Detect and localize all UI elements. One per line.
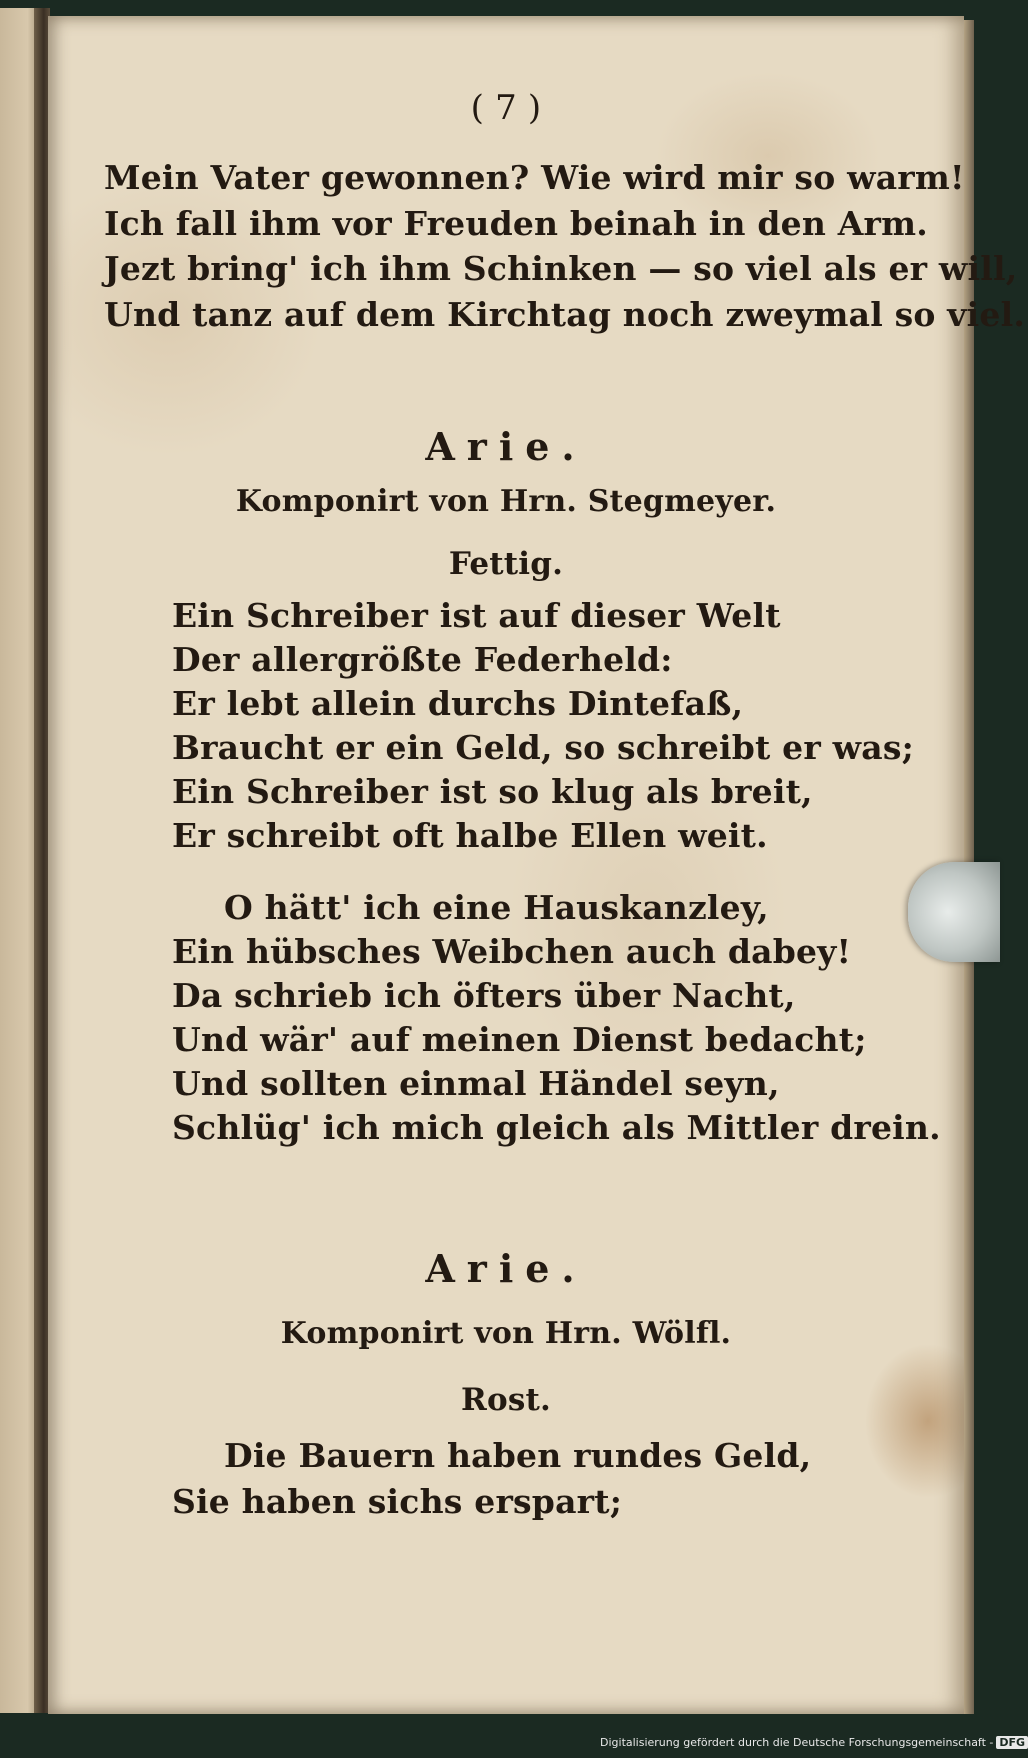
- aria1-verse2-line-3: Da schrieb ich öfters über Nacht,: [172, 976, 796, 1015]
- aria1-verse2-line-6: Schlüg' ich mich gleich als Mittler drein.: [172, 1108, 941, 1147]
- stanza1-line-2: Ich fall ihm vor Freuden beinah in den Arm.: [104, 204, 928, 243]
- aria1-verse2-line-5: Und sollten einmal Händel seyn,: [172, 1064, 780, 1103]
- aria1-composer: Komponirt von Hrn. Stegmeyer.: [235, 484, 777, 519]
- aria1-verse1-line-6: Er schreibt oft halbe Ellen weit.: [172, 816, 768, 855]
- aria1-verse2-line-1: O hätt' ich eine Hauskanzley,: [224, 888, 769, 927]
- aria1-verse1-line-5: Ein Schreiber ist so klug als breit,: [172, 772, 813, 811]
- stanza1-line-4: Und tanz auf dem Kirchtag noch zweymal so viel.: [104, 295, 1026, 334]
- aria2-verse1-line-2: Sie haben sichs erspart;: [172, 1482, 623, 1521]
- stanza1-line-1: Mein Vater gewonnen? Wie wird mir so warm!: [104, 158, 965, 197]
- dfg-logo: DFG: [996, 1736, 1028, 1749]
- aria2-verse1-line-1: Die Bauern haben rundes Geld,: [224, 1436, 812, 1475]
- digitization-credit: [600, 1736, 1026, 1754]
- book-clip-tab: [908, 862, 1000, 962]
- aria1-verse1-line-1: Ein Schreiber ist auf dieser Welt: [172, 596, 781, 635]
- stanza1-line-3: Jezt bring' ich ihm Schinken — so viel als er will,: [104, 249, 1018, 288]
- aria1-verse1-line-2: Der allergrößte Federheld:: [172, 640, 673, 679]
- credit-text: Digitalisierung gefördert durch die Deutsche Forschungsgemeinschaft -: [600, 1736, 994, 1749]
- aria2-role: Rost.: [460, 1382, 551, 1418]
- aria1-verse1-line-3: Er lebt allein durchs Dintefaß,: [172, 684, 744, 723]
- aria2-composer: Komponirt von Hrn. Wölfl.: [280, 1316, 732, 1351]
- aria1-heading: Arie.: [425, 424, 587, 469]
- aria2-heading: Arie.: [425, 1246, 587, 1291]
- aria1-verse2-line-2: Ein hübsches Weibchen auch dabey!: [172, 932, 852, 971]
- page-number: ( 7 ): [470, 88, 542, 128]
- aria1-verse1-line-4: Braucht er ein Geld, so schreibt er was;: [172, 728, 915, 767]
- aria1-role: Fettig.: [448, 546, 564, 582]
- aria1-verse2-line-4: Und wär' auf meinen Dienst bedacht;: [172, 1020, 867, 1059]
